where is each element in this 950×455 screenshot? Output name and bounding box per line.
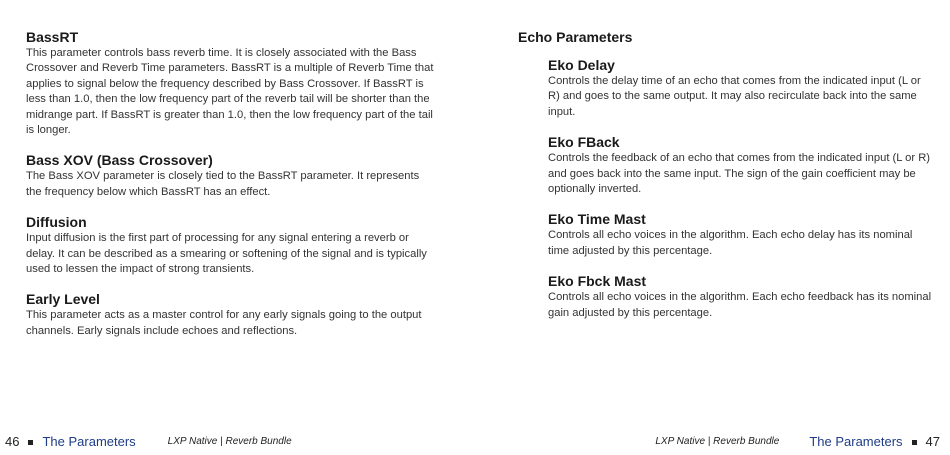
section-link[interactable]: The Parameters (42, 434, 136, 449)
param-diffusion (26, 213, 436, 277)
document-title: LXP Native | Reverb Bundle (655, 436, 780, 447)
right-column (518, 28, 933, 334)
param-description: Controls the feedback of an echo that comes from the indicated input (L or R) and goes back into the same input. The sign of the gain coefficient may be optionally inverted. (548, 152, 931, 196)
param-heading: Eko Fbck Mast (548, 273, 647, 290)
param-eko-time-mast (548, 210, 933, 259)
document-title: LXP Native | Reverb Bundle (167, 436, 292, 447)
echo-parameter-list (548, 56, 933, 321)
page-number: 47 (925, 434, 940, 449)
param-heading: Early Level (26, 291, 100, 308)
param-heading: Diffusion (26, 214, 87, 231)
param-heading: Eko FBack (548, 134, 620, 151)
param-eko-fbck-mast (548, 272, 933, 321)
param-eko-fback (548, 133, 933, 197)
param-heading: Bass XOV (Bass Crossover) (26, 152, 213, 169)
param-description: Controls the delay time of an echo that comes from the indicated input (L or R) and goes to the same output. It may also recirculate back into the same input. (548, 75, 921, 118)
left-column (26, 28, 436, 352)
param-description: Controls all echo voices in the algorithm. Each echo delay has its nominal time adjusted by this percentage. (548, 229, 913, 257)
param-heading: Eko Delay (548, 57, 615, 73)
footer-left (5, 433, 292, 451)
bullet-square-icon (912, 440, 917, 445)
footer-right (655, 433, 940, 451)
param-heading: Eko Time Mast (548, 211, 646, 228)
param-heading: BassRT (26, 29, 79, 45)
param-bass-xov (26, 151, 436, 200)
param-description: This parameter controls bass reverb time. It is closely associated with the Bass Crossover and Reverb Time parameters. BassRT is a multiple of Reverb Time that applies to signal below the frequency described by Bass Crossover. If BassRT is less than 1.0, then the low frequency part of the reverb tail will be shorter than the midrange part. If BassRT is greater than 1.0, then the low frequency part of the tail is longer. (26, 47, 434, 137)
param-description: Input diffusion is the first part of processing for any signal entering a reverb or delay. It can be described as a smearing or softening of the signal and is typically used to lessen the impact of strong transients. (26, 232, 427, 276)
page-number: 46 (5, 434, 20, 449)
bullet-square-icon (28, 440, 33, 445)
param-eko-delay (548, 56, 933, 120)
echo-parameters-heading: Echo Parameters (518, 29, 633, 45)
param-early-level (26, 290, 436, 339)
param-description: This parameter acts as a master control for any early signals going to the output channels. Early signals include echoes and reflections. (26, 309, 422, 337)
param-description: The Bass XOV parameter is closely tied to the BassRT parameter. It represents the frequency below which BassRT has an effect. (26, 170, 420, 198)
section-link[interactable]: The Parameters (809, 434, 903, 449)
param-description: Controls all echo voices in the algorithm. Each echo feedback has its nominal gain adjusted by this percentage. (548, 291, 932, 319)
param-bassrt (26, 28, 436, 138)
